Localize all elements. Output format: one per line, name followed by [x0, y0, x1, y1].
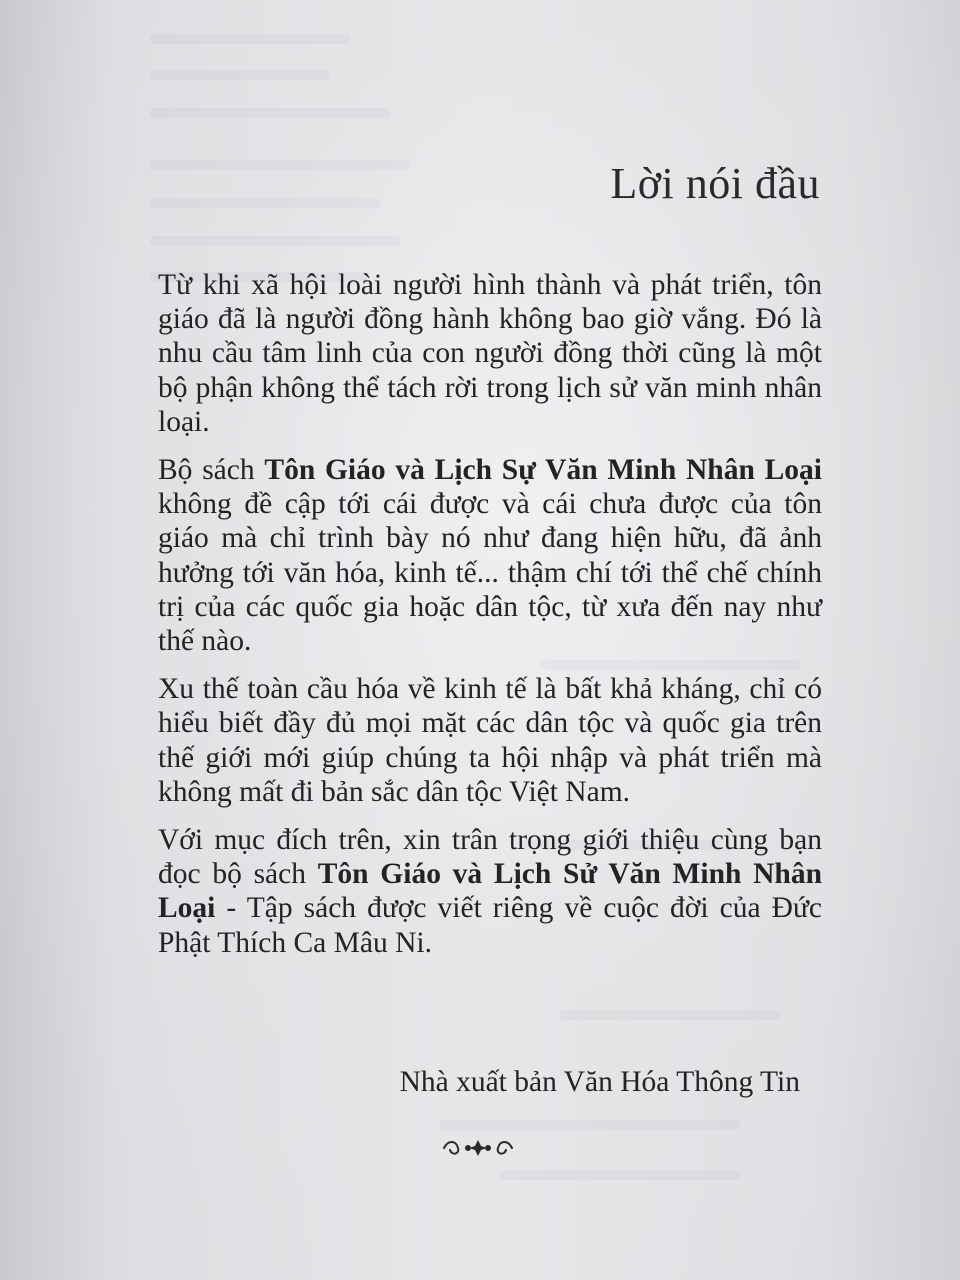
- book-series-title: Tôn Giáo và Lịch Sự Văn Minh Nhân Loại: [264, 454, 823, 487]
- paragraph-2-lead: Bộ sách: [158, 454, 265, 487]
- paragraph-4: [158, 823, 822, 960]
- paragraph-3: Xu thế toàn cầu hóa về kinh tế là bất khả kháng, chỉ có hiểu biết đầy đủ mọi mặt các dân tộc và quốc gia trên thế giới mới giúp chúng ta hội nhập và phát triển mà không mất đi bản sắc dân tộc Việt Nam.: [158, 673, 822, 808]
- paragraph-2-rest: không đề cập tới cái được và cái chưa được của tôn giáo mà chỉ trình bày nó như đang hiện hữu, đã ảnh hưởng tới văn hóa, kinh tế... thậm chí tới thể chế chính trị của các quốc gia hoặc dân tộc, từ xưa đến nay như thế nào.: [158, 488, 822, 658]
- foreword-body: [158, 268, 822, 974]
- book-series-title-2: Tôn Giáo và Lịch Sử Văn Minh Nhân Loại: [158, 858, 823, 925]
- paragraph-4-lead: Với mục đích trên, xin trân trọng giới thiệu cùng bạn đọc bộ sách: [158, 824, 822, 891]
- publisher-signature: Nhà xuất bản Văn Hóa Thông Tin: [399, 1066, 800, 1098]
- paragraph-1: Từ khi xã hội loài người hình thành và phát triển, tôn giáo đã là người đồng hành không bao giờ vắng. Đó là nhu cầu tâm linh của con người đồng thời cũng là một bộ phận không thể tách rời trong lịch sử văn minh nhân loại.: [158, 269, 822, 438]
- floral-ornament-icon: [438, 1136, 518, 1160]
- paragraph-2: [158, 453, 822, 658]
- page-title: Lời nói đầu: [610, 159, 820, 208]
- paragraph-4-rest: - Tập sách được viết riêng về cuộc đời của Đức Phật Thích Ca Mâu Ni.: [158, 892, 822, 959]
